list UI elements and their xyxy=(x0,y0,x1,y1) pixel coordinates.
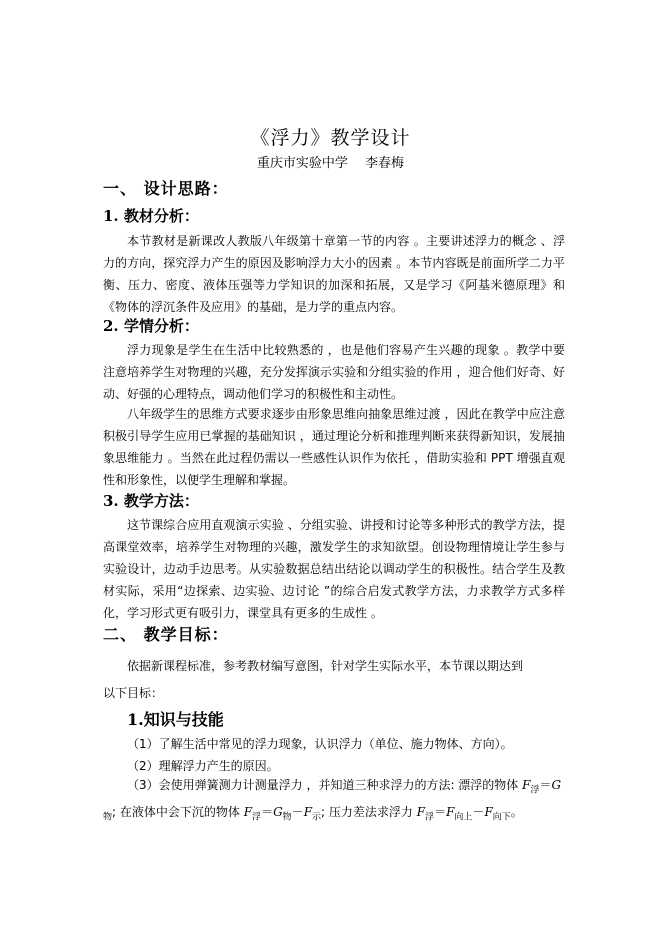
document-title: 《浮力》教学设计 xyxy=(250,127,411,149)
minus-sign: － xyxy=(291,805,304,820)
minus-sign: － xyxy=(472,805,485,820)
paragraph-textbook-analysis: 本节教材是新课改人教版八年级第十章第一节的内容 。主要讲述浮力的概念 、浮力的方向，探究浮力产生的原因及影响浮力大小的因素 。本节内容既是前面所学二力平衡、压力、密度、液体压强等力学知识的加深和拓展，又是学习《阿基米德原理》和《物体的浮沉条件及应用》的基础，是力学的重点内容。 xyxy=(103,234,565,314)
equals-sign: ＝ xyxy=(434,805,447,820)
subheading-knowledge-skills: 1.知识与技能 xyxy=(127,710,224,729)
subscript-object: 物 xyxy=(103,812,113,823)
document-author: 重庆市实验中学 李春梅 xyxy=(256,156,405,171)
symbol-F: F xyxy=(522,778,531,792)
subheading-teaching-methods: 3. 教学方法： xyxy=(103,492,199,510)
subscript-float: 浮 xyxy=(530,785,540,796)
subscript-object: 物 xyxy=(282,812,292,823)
subscript-float: 浮 xyxy=(425,812,435,823)
symbol-F: F xyxy=(446,805,455,820)
symbol-F: F xyxy=(416,805,426,820)
paragraph-student-analysis-2: 八年级学生的思维方式要求逐步由形象思维向抽象思维过渡 ，因此在教学中应注意积极引导学生应用已掌握的基础知识 ，通过理论分析和推理判断来获得新知识，发展抽象思维能力 。当然在此过程仍需以一些感性认识作为依托 ，借助实验和 PPT 增强直观性和形象性，以便学生理解和掌握。 xyxy=(103,407,565,487)
objectives-intro-line-1: 依据新课程标准，参考教材编写意图，针对学生实际水平，本节课以期达到 xyxy=(127,659,524,673)
symbol-F: F xyxy=(303,805,313,820)
period-mark: 。 xyxy=(510,805,523,820)
objective-item-2: （2）理解浮力产生的原因。 xyxy=(127,759,279,773)
subscript-downward: 向下 xyxy=(492,812,511,823)
item3-sep-2: ; 压力差法求浮力 xyxy=(321,805,417,820)
symbol-G: G xyxy=(551,778,562,792)
objective-item-3 xyxy=(103,774,573,829)
item3-sep-1: ; 在液体中会下沉的物体 xyxy=(112,805,244,820)
objective-item-1: （1）了解生活中常见的浮力现象，认识浮力（单位、施力物体、方向）。 xyxy=(127,737,513,751)
symbol-F: F xyxy=(243,805,253,820)
equals-sign: ＝ xyxy=(539,778,552,792)
objectives-intro-line-2: 以下目标： xyxy=(103,686,164,700)
symbol-G: G xyxy=(273,805,283,820)
subscript-float: 浮 xyxy=(252,812,262,823)
subheading-textbook-analysis: 1. 教材分析： xyxy=(103,207,199,225)
subscript-shown: 示 xyxy=(312,812,322,823)
section-heading-objectives: 二、 教学目标： xyxy=(103,625,229,644)
item3-text: （3）会使用弹簧测力计测量浮力 ，并知道三种求浮力的方法: 漂浮的物体 xyxy=(127,778,523,792)
symbol-F: F xyxy=(484,805,493,820)
equals-sign: ＝ xyxy=(261,805,274,820)
subscript-upward: 向上 xyxy=(454,812,473,823)
subheading-student-analysis: 2. 学情分析： xyxy=(103,317,199,335)
paragraph-teaching-methods: 这节课综合应用直观演示实验 、分组实验、讲授和讨论等多种形式的教学方法，提高课堂效率，培养学生对物理的兴趣，激发学生的求知欲望。创设物理情境让学生参与实验设计，边动手边思考。从实验数据总结出结论以调动学生的积极性。结合学生及教材实际，采用“边探索、边实验、边讨论 ”的综合启发式教学方法，力求教学方式多样化，学习形式更有吸引力，课堂具有更多的生成性 。 xyxy=(103,518,565,620)
section-heading-design: 一、 设计思路： xyxy=(103,179,229,198)
paragraph-student-analysis-1: 浮力现象是学生在生活中比较熟悉的 ，也是他们容易产生兴趣的现象 。教学中要注意培养学生对物理的兴趣，充分发挥演示实验和分组实验的作用 ，迎合他们好奇、好动、好强的心理特点，调动他们学习的积极性和主动性。 xyxy=(103,343,565,401)
